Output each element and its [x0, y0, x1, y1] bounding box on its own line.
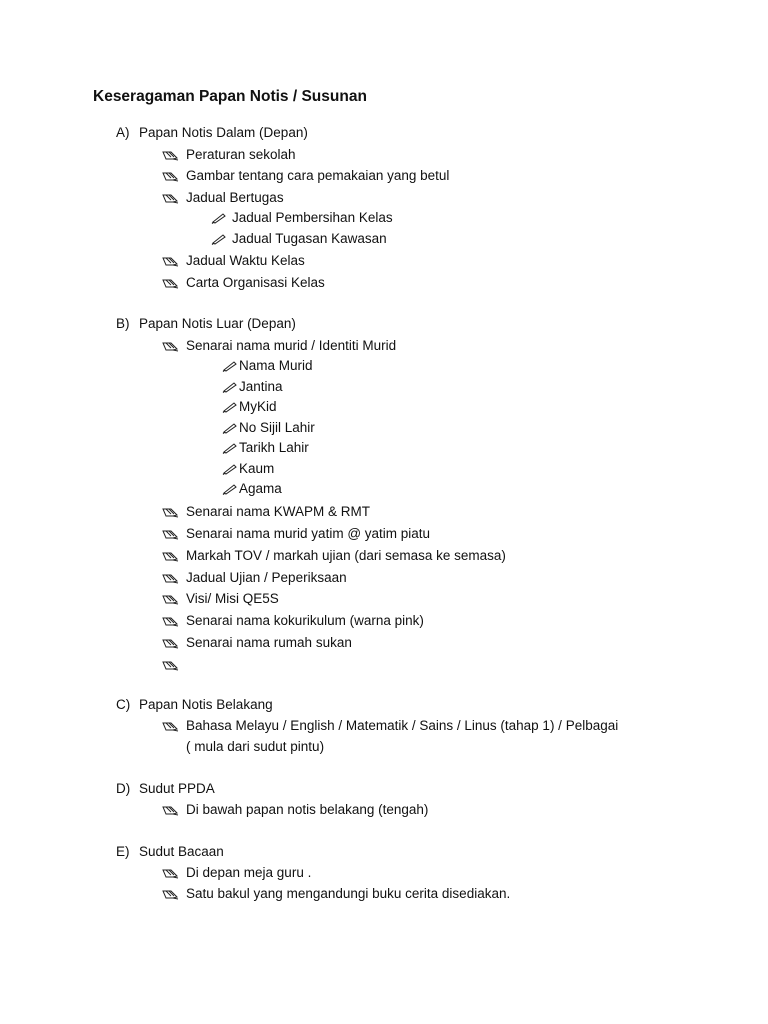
sub-list-item-text: Jantina: [239, 378, 283, 394]
list-item-text: Peraturan sekolah: [186, 146, 296, 162]
section-title: Papan Notis Belakang: [139, 697, 273, 712]
hand-writing-icon: [162, 888, 180, 900]
list-item-text: Senarai nama kokurikulum (warna pink): [186, 613, 424, 629]
section-letter: E): [116, 844, 130, 859]
section-letter: B): [116, 316, 130, 331]
hand-writing-icon: [162, 506, 180, 518]
section-title: Sudut Bacaan: [139, 844, 224, 859]
list-item-text: Di bawah papan notis belakang (tengah): [186, 802, 429, 818]
list-item-text: Visi/ Misi QE5S: [186, 591, 279, 607]
sub-list-item-text: MyKid: [239, 399, 277, 415]
list-item-text: Bahasa Melayu / English / Matematik / Sains / Linus (tahap 1) / Pelbagai: [186, 718, 619, 734]
list-item-text: Gambar tentang cara pemakaian yang betul: [186, 168, 450, 184]
pen-nib-icon: [221, 401, 239, 413]
sub-list-item-text: Tarikh Lahir: [239, 440, 309, 456]
hand-writing-icon: [162, 528, 180, 540]
list-item-text: Carta Organisasi Kelas: [186, 275, 325, 290]
hand-writing-icon: [162, 572, 180, 584]
pen-nib-icon: [221, 422, 239, 434]
sub-list-item-text: Jadual Pembersihan Kelas: [232, 210, 393, 226]
sub-list-item-text: Kaum: [239, 460, 275, 476]
hand-writing-icon: [162, 804, 180, 816]
hand-writing-icon: [162, 637, 180, 649]
list-item-text: Markah TOV / markah ujian (dari semasa ke semasa): [186, 547, 506, 563]
section-letter: A): [116, 125, 130, 140]
sub-list-item-text: Agama: [239, 481, 282, 497]
hand-writing-icon: [162, 593, 180, 605]
document-title: Keseragaman Papan Notis / Susunan: [93, 88, 367, 105]
hand-writing-icon: [162, 192, 180, 204]
pen-nib-icon: [221, 463, 239, 475]
list-item-text: Jadual Bertugas: [186, 189, 284, 205]
hand-writing-icon: [162, 170, 180, 182]
hand-writing-icon: [162, 550, 180, 562]
list-item-continuation-text: ( mula dari sudut pintu): [186, 739, 325, 755]
list-item-text: Senarai nama murid yatim @ yatim piatu: [186, 525, 431, 541]
list-item-text: Senarai nama rumah sukan: [186, 634, 352, 650]
hand-writing-icon: [162, 255, 180, 267]
hand-writing-icon: [162, 720, 180, 732]
section-title: Sudut PPDA: [139, 781, 215, 796]
list-item-text: Satu bakul yang mengandungi buku cerita disediakan.: [186, 886, 511, 902]
hand-writing-icon: [162, 149, 180, 161]
sub-list-item-text: Jadual Tugasan Kawasan: [232, 230, 387, 246]
hand-writing-icon: [162, 340, 180, 352]
pen-nib-icon: [221, 483, 239, 495]
hand-writing-icon: [162, 277, 180, 289]
section-letter: D): [116, 781, 131, 796]
list-item-text: Senarai nama murid / Identiti Murid: [186, 337, 397, 353]
sub-list-item-text: Nama Murid: [239, 358, 313, 374]
list-item-text: Senarai nama KWAPM & RMT: [186, 504, 371, 520]
pen-nib-icon: [210, 212, 228, 224]
section-title: Papan Notis Luar (Depan): [139, 316, 296, 331]
sub-list-item-text: No Sijil Lahir: [239, 419, 315, 435]
hand-writing-icon: [162, 867, 180, 879]
list-item-text: Di depan meja guru .: [186, 865, 312, 881]
pen-nib-icon: [210, 233, 228, 245]
section-title: Papan Notis Dalam (Depan): [139, 125, 308, 140]
pen-nib-icon: [221, 360, 239, 372]
pen-nib-icon: [221, 381, 239, 393]
section-letter: C): [116, 697, 131, 712]
hand-writing-icon: [162, 615, 180, 627]
pen-nib-icon: [221, 442, 239, 454]
list-item-text: Jadual Waktu Kelas: [186, 253, 305, 269]
list-item-text: Jadual Ujian / Peperiksaan: [186, 569, 347, 585]
hand-writing-icon: [162, 659, 180, 671]
